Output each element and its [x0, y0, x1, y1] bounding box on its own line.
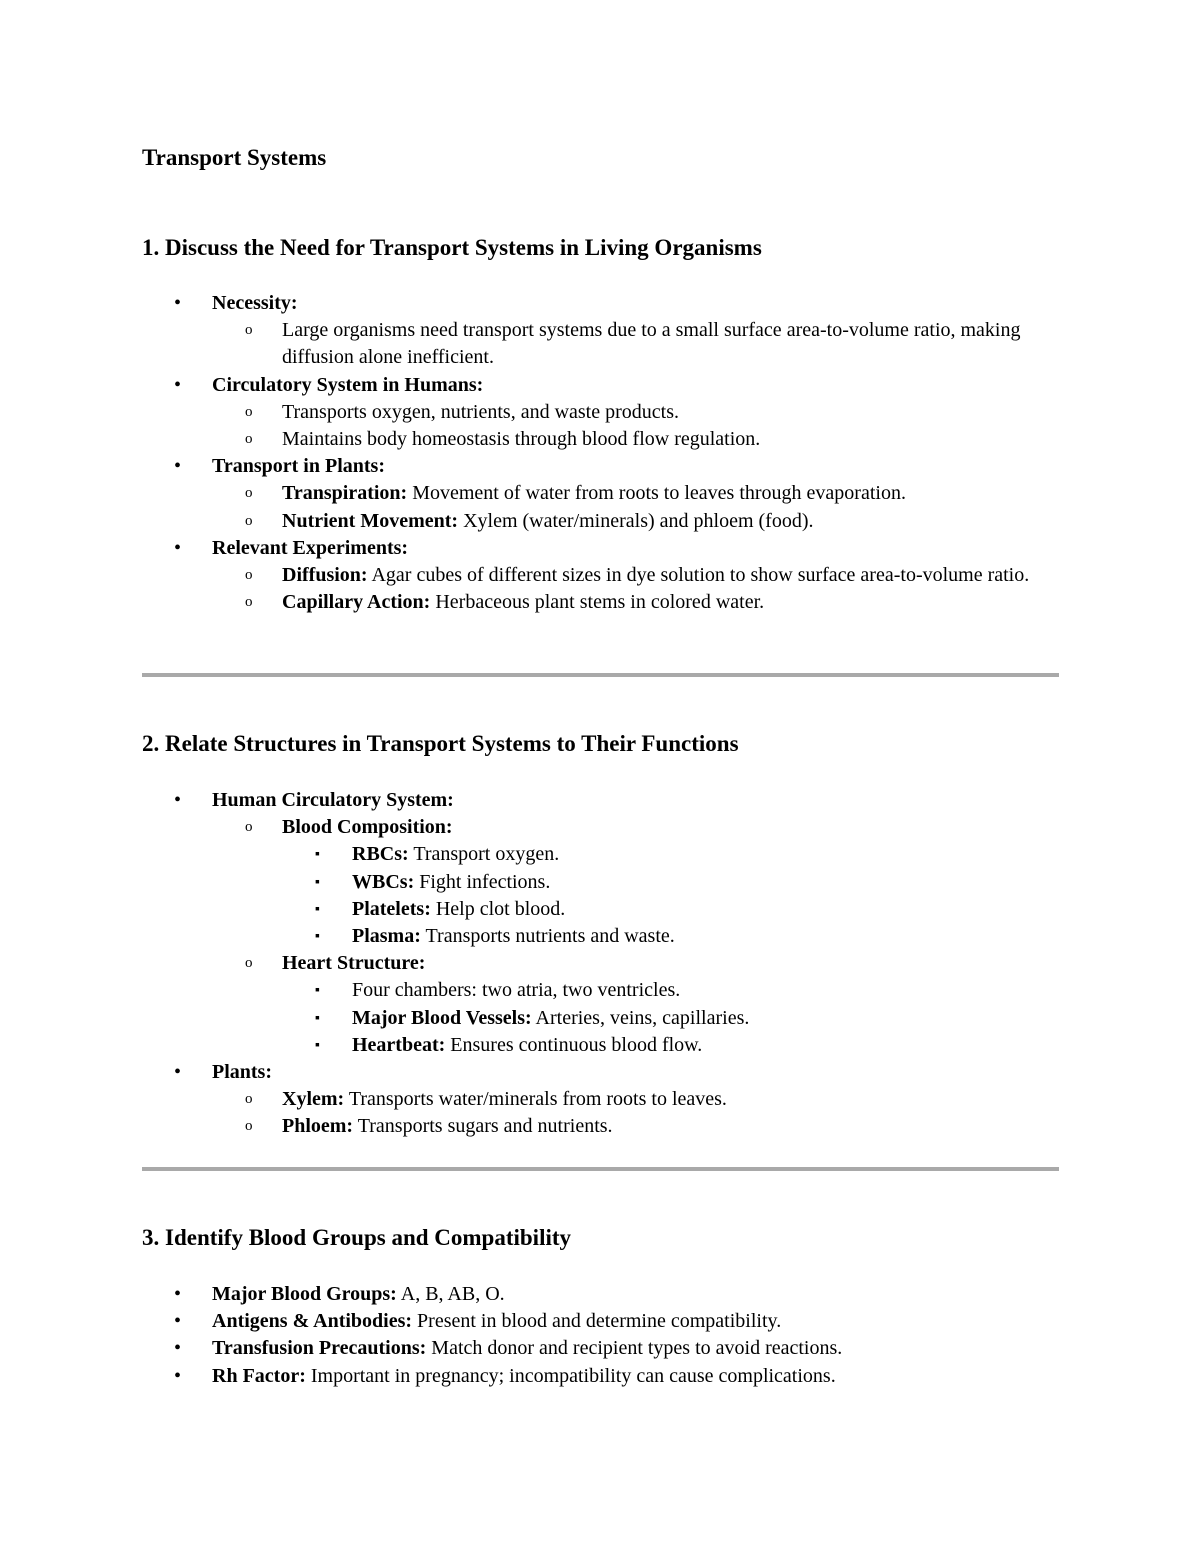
- sub-item-label: Nutrient Movement:: [282, 509, 459, 532]
- sub-sub-item-text: Transport oxygen.: [413, 843, 560, 866]
- section-2-heading: 2. Relate Structures in Transport Systems to Their Functions: [142, 731, 739, 756]
- circle-bullet-icon: o: [245, 403, 253, 420]
- list-item: [142, 1363, 1062, 1390]
- bullet-icon: •: [174, 1283, 182, 1305]
- item-text: Present in blood and determine compatibility.: [417, 1310, 782, 1333]
- sub-item: [212, 426, 1062, 453]
- item-text: Important in pregnancy; incompatibility can cause complications.: [310, 1364, 836, 1387]
- sub-sub-item: [282, 869, 1062, 896]
- section-1-list: [142, 290, 1062, 616]
- sub-item: [212, 480, 1062, 507]
- bullet-icon: •: [174, 1364, 182, 1387]
- sub-item: [212, 317, 1062, 371]
- list-item: [142, 535, 1062, 617]
- list-item: [142, 1059, 1062, 1141]
- sub-item-text: Maintains body homeostasis through blood flow regulation.: [282, 428, 761, 451]
- sub-sub-item: [282, 1032, 1062, 1059]
- sub-item-label: Blood Composition:: [282, 816, 453, 839]
- sub-item-text: Xylem (water/minerals) and phloem (food).: [463, 509, 814, 532]
- sub-item-label: Diffusion:: [282, 564, 368, 587]
- square-bullet-icon: ▪: [315, 847, 320, 863]
- sub-sub-item: [282, 841, 1062, 868]
- square-bullet-icon: ▪: [315, 1037, 320, 1053]
- square-bullet-icon: ▪: [315, 1010, 320, 1026]
- sub-item-text: Herbaceous plant stems in colored water.: [435, 591, 765, 614]
- sub-item-text: Movement of water from roots to leaves through evaporation.: [412, 482, 906, 505]
- square-bullet-icon: ▪: [315, 901, 320, 917]
- sub-item: [212, 950, 1062, 1059]
- sub-sub-item-label: Heartbeat:: [352, 1033, 446, 1056]
- sub-item-label: Capillary Action:: [282, 591, 431, 614]
- sub-item-text: Transports sugars and nutrients.: [357, 1115, 613, 1138]
- section-3-list: [142, 1281, 1062, 1390]
- item-label: Plants:: [212, 1061, 272, 1084]
- sub-item-label: Phloem:: [282, 1115, 354, 1138]
- sub-item-text: Large organisms need transport systems due to a small surface area-to-volume ratio, making diffusion alone inefficient.: [282, 319, 1021, 369]
- bullet-icon: •: [174, 1061, 182, 1084]
- sub-sub-item-label: Plasma:: [352, 925, 421, 948]
- item-text: Match donor and recipient types to avoid reactions.: [431, 1337, 843, 1360]
- sub-sub-item-text: Arteries, veins, capillaries.: [535, 1006, 750, 1029]
- item-label: Human Circulatory System:: [212, 789, 454, 811]
- horizontal-rule: [142, 673, 1059, 677]
- square-bullet-icon: ▪: [315, 983, 320, 999]
- circle-bullet-icon: o: [245, 567, 253, 584]
- circle-bullet-icon: o: [245, 1091, 253, 1108]
- sub-item: [212, 399, 1062, 426]
- sub-sub-item-label: WBCs:: [352, 870, 415, 893]
- circle-bullet-icon: o: [245, 955, 253, 972]
- sub-sub-item: [282, 1005, 1062, 1032]
- sub-item-text: Agar cubes of different sizes in dye solution to show surface area-to-volume ratio.: [371, 564, 1030, 587]
- list-item: [142, 1308, 1062, 1335]
- sub-item: [212, 1113, 1062, 1140]
- bullet-icon: •: [174, 292, 182, 314]
- list-item: [142, 290, 1062, 372]
- circle-bullet-icon: o: [245, 1118, 253, 1135]
- circle-bullet-icon: o: [245, 819, 253, 836]
- sub-sub-item-text: Help clot blood.: [435, 897, 566, 920]
- sub-sub-item-label: RBCs:: [352, 843, 409, 866]
- bullet-icon: •: [174, 536, 182, 559]
- sub-item: [212, 562, 1062, 589]
- bullet-icon: •: [174, 789, 182, 811]
- sub-sub-item: [282, 896, 1062, 923]
- item-text: A, B, AB, O.: [400, 1283, 505, 1305]
- sub-sub-item-label: Major Blood Vessels:: [352, 1006, 532, 1029]
- list-item: [142, 1335, 1062, 1362]
- list-item: [142, 1281, 1062, 1308]
- item-label: Rh Factor:: [212, 1364, 306, 1387]
- sub-sub-item-text: Fight infections.: [419, 870, 551, 893]
- list-item: [142, 372, 1062, 454]
- sub-item-text: Transports water/minerals from roots to leaves.: [348, 1088, 727, 1111]
- sub-sub-item-text: Transports nutrients and waste.: [425, 925, 675, 948]
- item-label: Necessity:: [212, 292, 298, 314]
- document-title: Transport Systems: [142, 145, 327, 170]
- bullet-icon: •: [174, 373, 182, 396]
- item-label: Antigens & Antibodies:: [212, 1310, 413, 1333]
- sub-item: [212, 508, 1062, 535]
- circle-bullet-icon: o: [245, 431, 253, 448]
- section-1-heading: 1. Discuss the Need for Transport Systems in Living Organisms: [142, 235, 762, 260]
- sub-item: [212, 589, 1062, 616]
- bullet-icon: •: [174, 455, 182, 478]
- circle-bullet-icon: o: [245, 485, 253, 502]
- item-label: Circulatory System in Humans:: [212, 373, 484, 396]
- sub-sub-item: [282, 923, 1062, 950]
- bullet-icon: •: [174, 1337, 182, 1360]
- item-label: Relevant Experiments:: [212, 536, 409, 559]
- item-label: Transport in Plants:: [212, 455, 385, 478]
- circle-bullet-icon: o: [245, 594, 253, 611]
- list-item: [142, 787, 1062, 1059]
- sub-sub-item: [282, 977, 1062, 1004]
- sub-item: [212, 814, 1062, 950]
- bullet-icon: •: [174, 1310, 182, 1333]
- section-2-list: [142, 787, 1062, 1141]
- sub-item-label: Transpiration:: [282, 482, 408, 505]
- square-bullet-icon: ▪: [315, 874, 320, 890]
- sub-item-label: Heart Structure:: [282, 952, 426, 975]
- square-bullet-icon: ▪: [315, 929, 320, 945]
- horizontal-rule: [142, 1167, 1059, 1171]
- circle-bullet-icon: o: [245, 322, 253, 339]
- item-label: Major Blood Groups:: [212, 1283, 397, 1305]
- sub-item-label: Xylem:: [282, 1088, 345, 1111]
- sub-sub-item-label: Platelets:: [352, 897, 431, 920]
- item-label: Transfusion Precautions:: [212, 1337, 427, 1360]
- list-item: [142, 453, 1062, 535]
- circle-bullet-icon: o: [245, 512, 253, 529]
- sub-item: [212, 1086, 1062, 1113]
- sub-sub-item-text: Four chambers: two atria, two ventricles.: [352, 979, 681, 1002]
- section-3-heading: 3. Identify Blood Groups and Compatibility: [142, 1225, 572, 1250]
- sub-item-text: Transports oxygen, nutrients, and waste products.: [282, 400, 679, 423]
- sub-sub-item-text: Ensures continuous blood flow.: [450, 1033, 703, 1056]
